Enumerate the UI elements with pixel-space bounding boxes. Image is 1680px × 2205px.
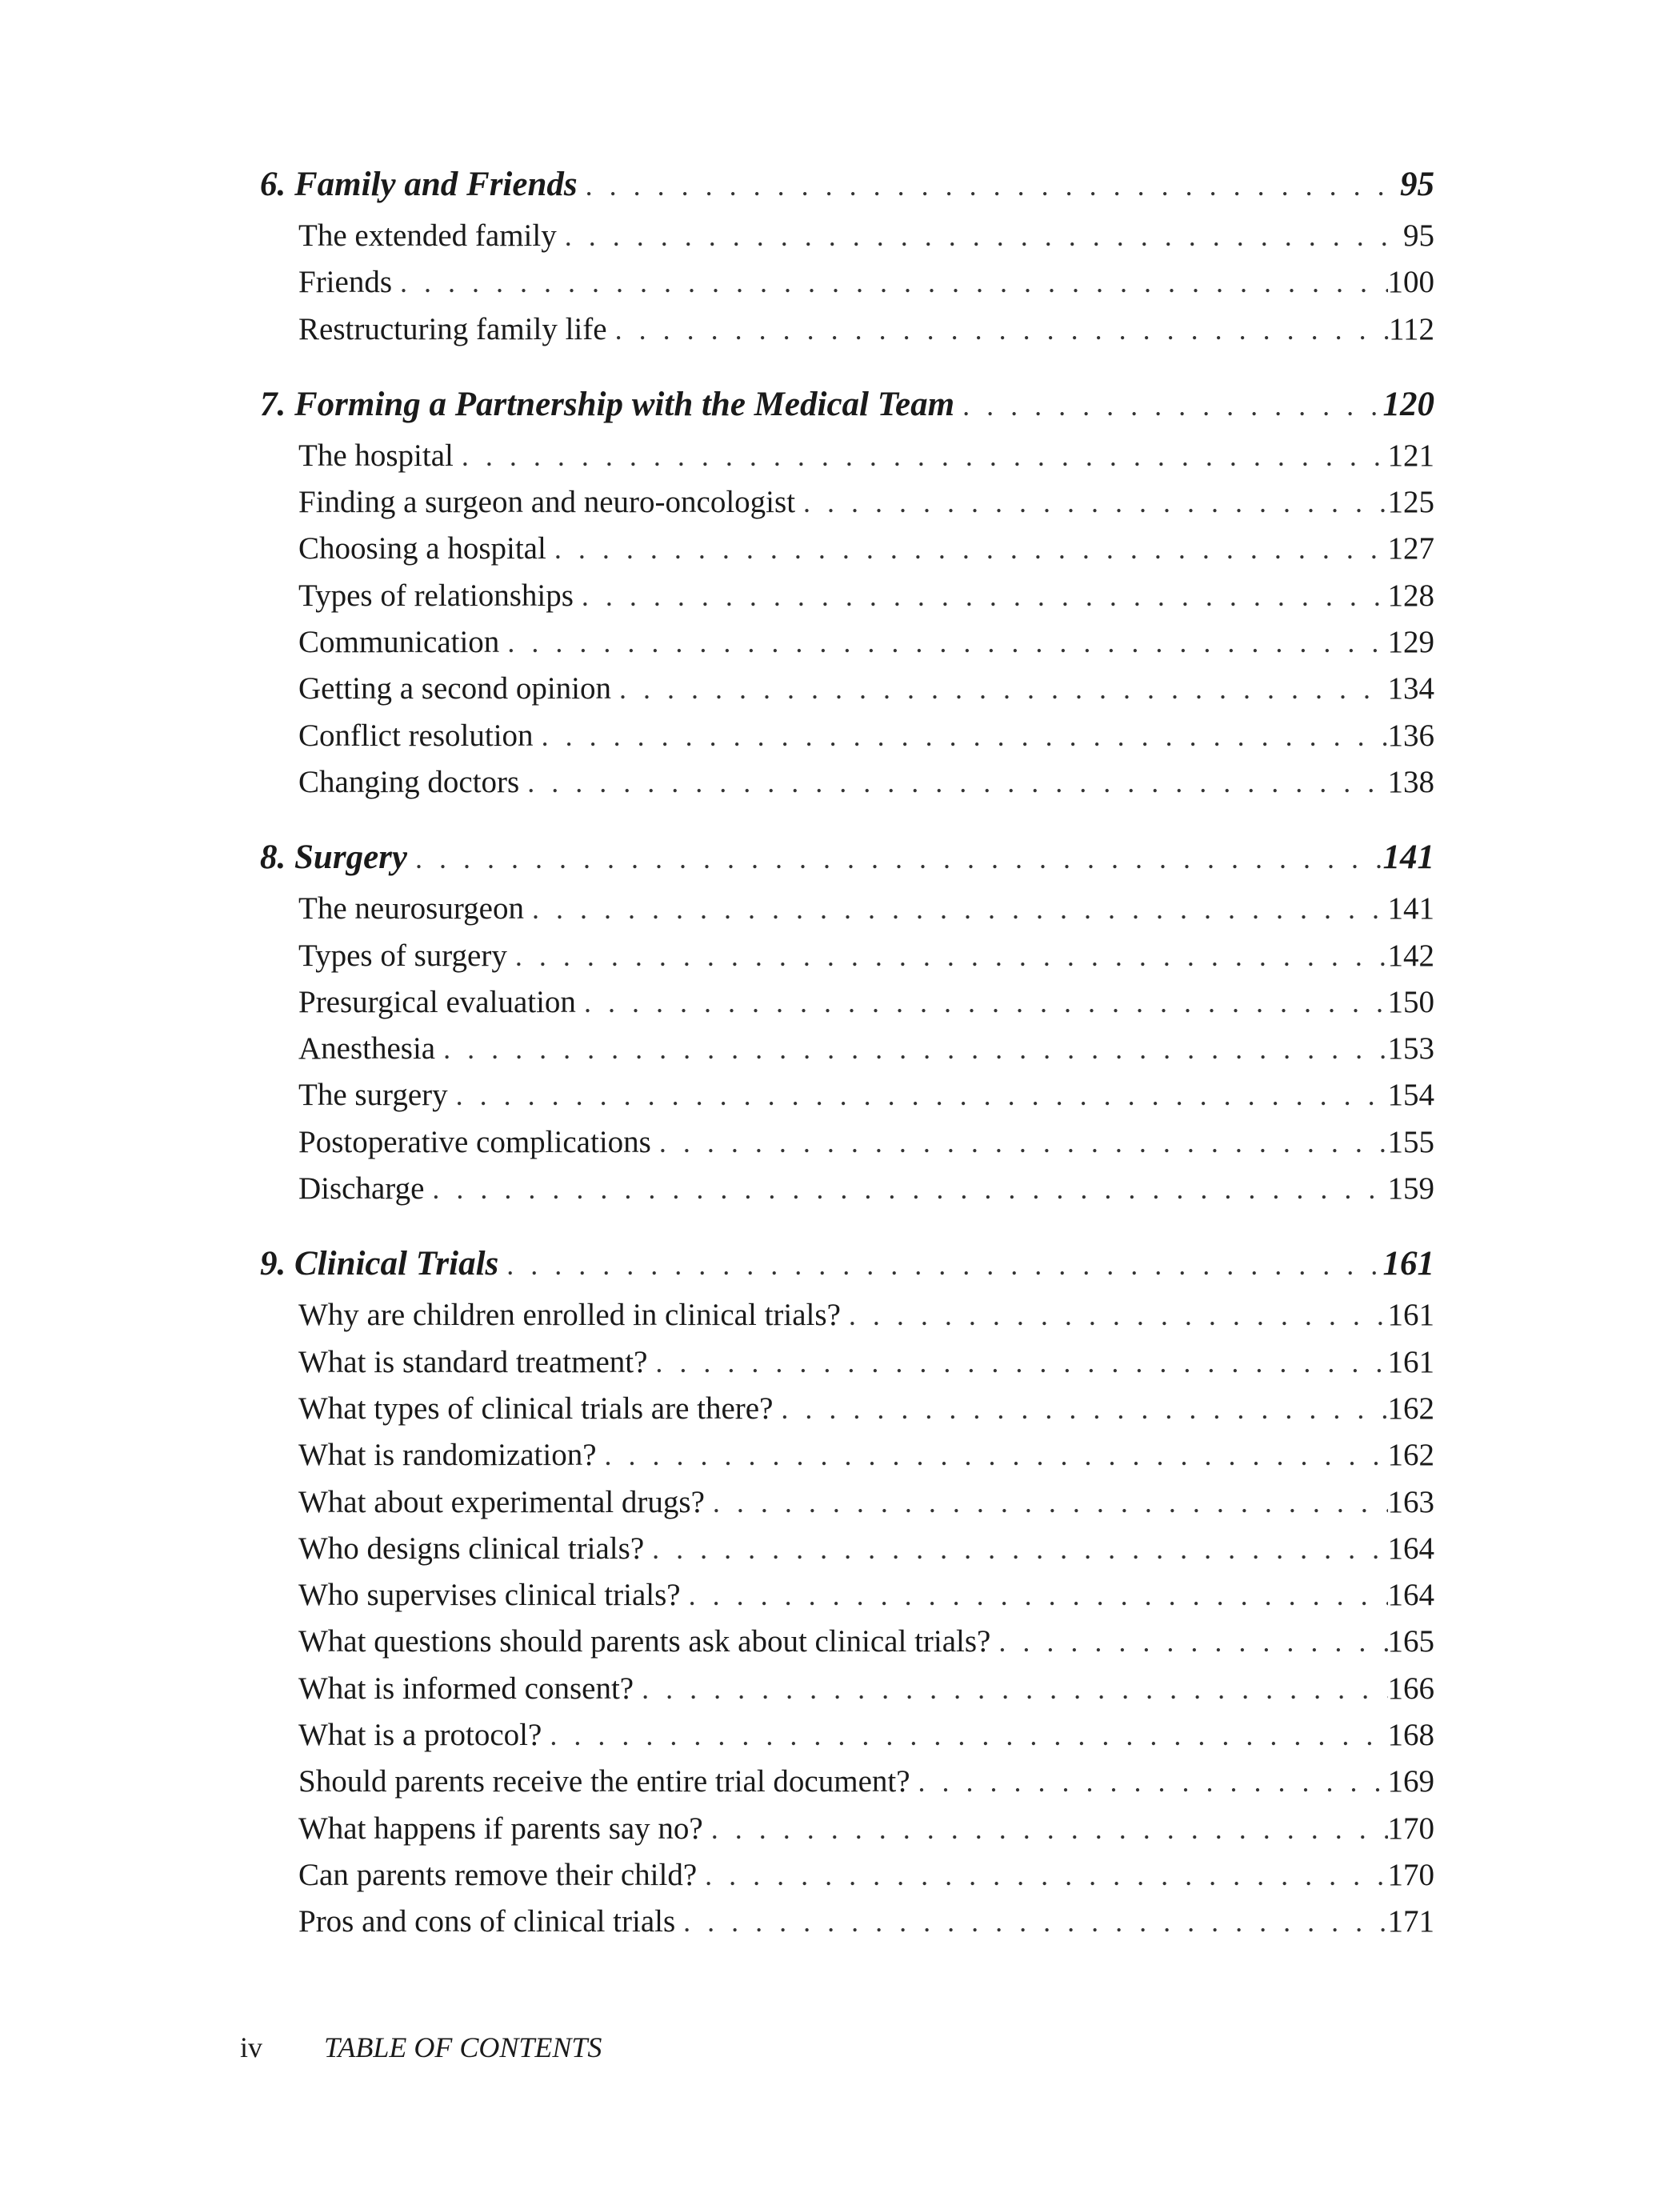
entry-page-number: 112 [1388, 311, 1434, 346]
entry-title: Who designs clinical trials? [298, 1531, 645, 1566]
entry-page-number: 163 [1387, 1484, 1434, 1519]
chapter-heading [260, 838, 1434, 890]
toc-entry [260, 1344, 1434, 1391]
toc-entry [260, 1623, 1434, 1670]
dot-leader [499, 626, 1387, 659]
dot-leader [448, 1078, 1388, 1112]
dot-leader [910, 1765, 1388, 1799]
toc-entry [260, 1903, 1434, 1950]
dot-leader [841, 1299, 1388, 1332]
entry-title: Friends [298, 265, 392, 300]
entry-page-number: 165 [1387, 1624, 1434, 1659]
dot-leader [507, 939, 1388, 973]
chapter-page-number: 161 [1382, 1245, 1434, 1283]
toc-entry [260, 218, 1434, 264]
dot-leader [546, 532, 1388, 566]
table-of-contents [260, 165, 1434, 1978]
toc-entry [260, 1811, 1434, 1857]
dot-leader [498, 1248, 1382, 1282]
toc-entry [260, 624, 1434, 670]
entry-title: The hospital [298, 438, 454, 473]
entry-page-number: 141 [1387, 891, 1434, 926]
dot-leader [424, 1172, 1387, 1206]
chapter-title-text: Surgery [294, 838, 407, 877]
entry-page-number: 162 [1387, 1438, 1434, 1473]
entry-title: What is standard treatment? [298, 1344, 648, 1379]
chapter-number: 9. [260, 1245, 286, 1283]
entry-page-number: 150 [1387, 984, 1434, 1019]
dot-leader [607, 313, 1389, 346]
entry-title: What questions should parents ask about clinical trials? [298, 1624, 991, 1659]
entry-title: What is a protocol? [298, 1718, 542, 1753]
entry-page-number: 95 [1403, 218, 1434, 253]
entry-page-number: 164 [1387, 1531, 1434, 1566]
entry-page-number: 154 [1387, 1078, 1434, 1113]
page-footer [240, 2031, 602, 2064]
toc-entry [260, 311, 1434, 358]
toc-entry [260, 1671, 1434, 1717]
entry-title: Choosing a hospital [298, 531, 546, 566]
dot-leader [705, 1486, 1388, 1519]
toc-entry [260, 1030, 1434, 1077]
entry-title: The neurosurgeon [298, 891, 524, 926]
dot-leader [773, 1392, 1387, 1426]
toc-entry [260, 1763, 1434, 1810]
dot-leader [574, 579, 1388, 613]
chapter-heading [260, 385, 1434, 438]
entry-page-number: 170 [1387, 1857, 1434, 1892]
chapter-number: 6. [260, 166, 286, 203]
dot-leader [634, 1672, 1387, 1706]
dot-leader [795, 486, 1387, 519]
entry-page-number: 100 [1387, 265, 1434, 300]
folio-page-number: iv [240, 2031, 263, 2063]
chapter-title-text: Family and Friends [294, 166, 578, 203]
dot-leader [990, 1625, 1387, 1659]
entry-title: Communication [298, 625, 500, 660]
entry-page-number: 138 [1387, 764, 1434, 799]
entry-title: Discharge [298, 1171, 425, 1207]
toc-entry [260, 1857, 1434, 1903]
dot-leader [578, 169, 1400, 202]
toc-entry [260, 1124, 1434, 1171]
dot-leader [644, 1532, 1387, 1566]
toc-chapter [260, 838, 1434, 1217]
chapter-heading [260, 165, 1434, 218]
toc-entry [260, 984, 1434, 1030]
entry-title: Should parents receive the entire trial document? [298, 1764, 910, 1799]
entry-title: Postoperative complications [298, 1124, 651, 1159]
entry-page-number: 161 [1387, 1298, 1434, 1333]
entry-title: Types of surgery [298, 938, 507, 973]
dot-leader [519, 766, 1387, 799]
entry-title: Presurgical evaluation [298, 984, 576, 1019]
toc-entry [260, 1171, 1434, 1217]
entry-page-number: 168 [1387, 1718, 1434, 1753]
toc-entry [260, 1484, 1434, 1531]
chapter-page-number: 95 [1400, 166, 1434, 203]
toc-chapter [260, 385, 1434, 810]
entry-page-number: 155 [1387, 1124, 1434, 1159]
entry-page-number: 171 [1387, 1904, 1434, 1939]
dot-leader [576, 986, 1388, 1019]
entry-title: Getting a second opinion [298, 671, 612, 706]
dot-leader [534, 719, 1388, 753]
entry-page-number: 153 [1387, 1031, 1434, 1066]
toc-entry [260, 1297, 1434, 1343]
running-head: TABLE OF CONTENTS [324, 2031, 602, 2063]
dot-leader [681, 1579, 1388, 1612]
chapter-page-number: 120 [1382, 385, 1434, 423]
entry-title: What is randomization? [298, 1438, 597, 1473]
dot-leader [675, 1905, 1387, 1939]
entry-page-number: 134 [1387, 671, 1434, 706]
chapter-heading [260, 1244, 1434, 1297]
toc-entry [260, 670, 1434, 717]
chapter-page-number: 141 [1382, 838, 1434, 877]
entry-page-number: 129 [1387, 625, 1434, 660]
toc-entry [260, 578, 1434, 624]
entry-page-number: 161 [1387, 1344, 1434, 1379]
chapter-number: 7. [260, 385, 286, 423]
entry-page-number: 142 [1387, 938, 1434, 973]
dot-leader [524, 892, 1388, 926]
toc-entry [260, 1577, 1434, 1623]
toc-entry [260, 1437, 1434, 1483]
entry-page-number: 121 [1387, 438, 1434, 473]
entry-title: Who supervises clinical trials? [298, 1578, 681, 1613]
dot-leader [454, 439, 1388, 473]
entry-title: What types of clinical trials are there? [298, 1391, 774, 1426]
chapter-number: 8. [260, 838, 286, 877]
toc-entry [260, 438, 1434, 484]
chapter-title [260, 838, 407, 877]
toc-entry [260, 718, 1434, 764]
entry-title: Why are children enrolled in clinical trials? [298, 1298, 841, 1333]
dot-leader [407, 842, 1383, 875]
toc-entry [260, 1077, 1434, 1123]
dot-leader [647, 1346, 1387, 1379]
chapter-title-text: Clinical Trials [294, 1245, 499, 1283]
entry-page-number: 136 [1387, 718, 1434, 753]
chapter-title [260, 385, 954, 424]
entry-title: Restructuring family life [298, 311, 607, 346]
toc-entry [260, 264, 1434, 310]
chapter-title-text: Forming a Partnership with the Medical Team [294, 385, 955, 423]
entry-title: Can parents remove their child? [298, 1857, 698, 1892]
toc-entry [260, 1531, 1434, 1577]
toc-entry [260, 890, 1434, 937]
dot-leader [435, 1032, 1387, 1066]
dot-leader [392, 266, 1388, 299]
toc-entry [260, 1717, 1434, 1763]
toc-entry [260, 1391, 1434, 1437]
entry-title: The extended family [298, 218, 557, 253]
entry-page-number: 127 [1387, 531, 1434, 566]
toc-chapter [260, 165, 1434, 358]
entry-title: What happens if parents say no? [298, 1811, 703, 1846]
entry-page-number: 125 [1387, 485, 1434, 520]
entry-title: Conflict resolution [298, 718, 534, 753]
dot-leader [954, 389, 1382, 422]
dot-leader [542, 1719, 1387, 1752]
dot-leader [703, 1812, 1388, 1846]
entry-page-number: 128 [1387, 578, 1434, 613]
entry-title: Types of relationships [298, 578, 574, 613]
entry-page-number: 164 [1387, 1578, 1434, 1613]
toc-entry [260, 938, 1434, 984]
dot-leader [697, 1859, 1387, 1892]
chapter-title [260, 1244, 498, 1283]
entry-title: The surgery [298, 1078, 448, 1113]
dot-leader [597, 1439, 1388, 1472]
entry-page-number: 169 [1387, 1764, 1434, 1799]
entry-page-number: 166 [1387, 1671, 1434, 1706]
toc-entry [260, 530, 1434, 577]
entry-page-number: 159 [1387, 1171, 1434, 1207]
toc-entry [260, 764, 1434, 810]
toc-entry [260, 484, 1434, 530]
dot-leader [557, 219, 1403, 253]
toc-chapter [260, 1244, 1434, 1950]
entry-title: What about experimental drugs? [298, 1484, 705, 1519]
entry-title: Anesthesia [298, 1031, 436, 1066]
chapter-title [260, 165, 578, 204]
entry-page-number: 162 [1387, 1391, 1434, 1426]
entry-page-number: 170 [1387, 1811, 1434, 1846]
dot-leader [651, 1126, 1388, 1159]
entry-title: Finding a surgeon and neuro-oncologist [298, 485, 796, 520]
entry-title: Changing doctors [298, 764, 520, 799]
dot-leader [611, 672, 1387, 706]
entry-title: What is informed consent? [298, 1671, 634, 1706]
entry-title: Pros and cons of clinical trials [298, 1904, 676, 1939]
